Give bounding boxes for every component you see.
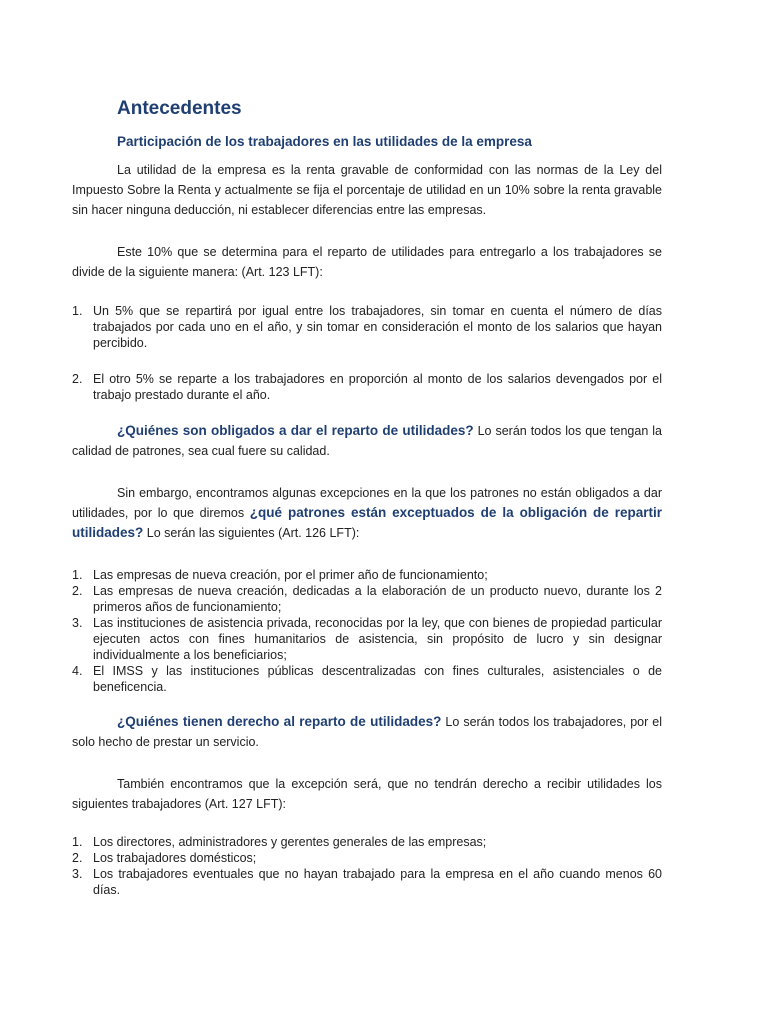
paragraph-excepciones: Sin embargo, encontramos algunas excepciones en la que los patrones no están obligados a dar utilidades, por lo que diremos ¿qué patrones están exceptuados de la obligación de repartir utilidades? Lo serán las siguientes (Art. 126 LFT): [72, 486, 662, 540]
paragraph-obligados: ¿Quiénes son obligados a dar el reparto de utilidades? Lo serán todos los que tengan la calidad de patrones, sea cual fuere su calidad. [72, 423, 662, 458]
list-item: 2. Las empresas de nueva creación, dedicadas a la elaboración de un producto nuevo, durante los 2 primeros años de funcionamiento; [72, 584, 662, 614]
list-item: 4. El IMSS y las instituciones públicas descentralizadas con fines culturales, asistenciales o de beneficencia. [72, 664, 662, 694]
paragraph-no-derecho: También encontramos que la excepción será, que no tendrán derecho a recibir utilidades los siguientes trabajadores (Art. 127 LFT): [72, 777, 662, 811]
paragraph-derecho: ¿Quiénes tienen derecho al reparto de utilidades? Lo serán todos los trabajadores, por el solo hecho de prestar un servicio. [72, 714, 663, 749]
paragraph-utilidad: La utilidad de la empresa es la renta gravable de conformidad con las normas de la Ley del Impuesto Sobre la Renta y actualmente se fija el porcentaje de utilidad en un 10% sobre la renta gravable sin hacer ninguna deducción, ni establecer diferencias entre las empresas. [72, 163, 662, 217]
list-item: 1. Las empresas de nueva creación, por el primer año de funcionamiento; [72, 568, 488, 582]
list-item: 2. Los trabajadores domésticos; [72, 851, 257, 865]
list-item: 3. Las instituciones de asistencia privada, reconocidas por la ley, que con bienes de propiedad particular ejecuten actos con fines humanitarios de asistencia, sin propósito de lucro y sin designar individualmente a los beneficiarios; [72, 616, 662, 662]
list-division [72, 303, 662, 403]
list-item: 3. Los trabajadores eventuales que no hayan trabajado para la empresa en el año cuando menos 60 días. [72, 867, 662, 897]
list-excluidos [72, 834, 662, 898]
list-item: 2. El otro 5% se reparte a los trabajadores en proporción al monto de los salarios devengados por el trabajo prestado durante el año. [72, 372, 662, 402]
page-title: Antecedentes [117, 98, 242, 119]
section-subtitle: Participación de los trabajadores en las utilidades de la empresa [117, 134, 532, 149]
paragraph-reparto: Este 10% que se determina para el reparto de utilidades para entregarlo a los trabajadores se divide de la siguiente manera: (Art. 123 LFT): [72, 245, 662, 279]
list-item: 1. Un 5% que se repartirá por igual entre los trabajadores, sin tomar en cuenta el número de días trabajados por cada uno en el año, y sin tomar en consideración el monto de los salarios que hayan percibido. [72, 304, 662, 350]
list-exceptuados [72, 567, 662, 695]
list-item: 1. Los directores, administradores y gerentes generales de las empresas; [72, 835, 487, 849]
